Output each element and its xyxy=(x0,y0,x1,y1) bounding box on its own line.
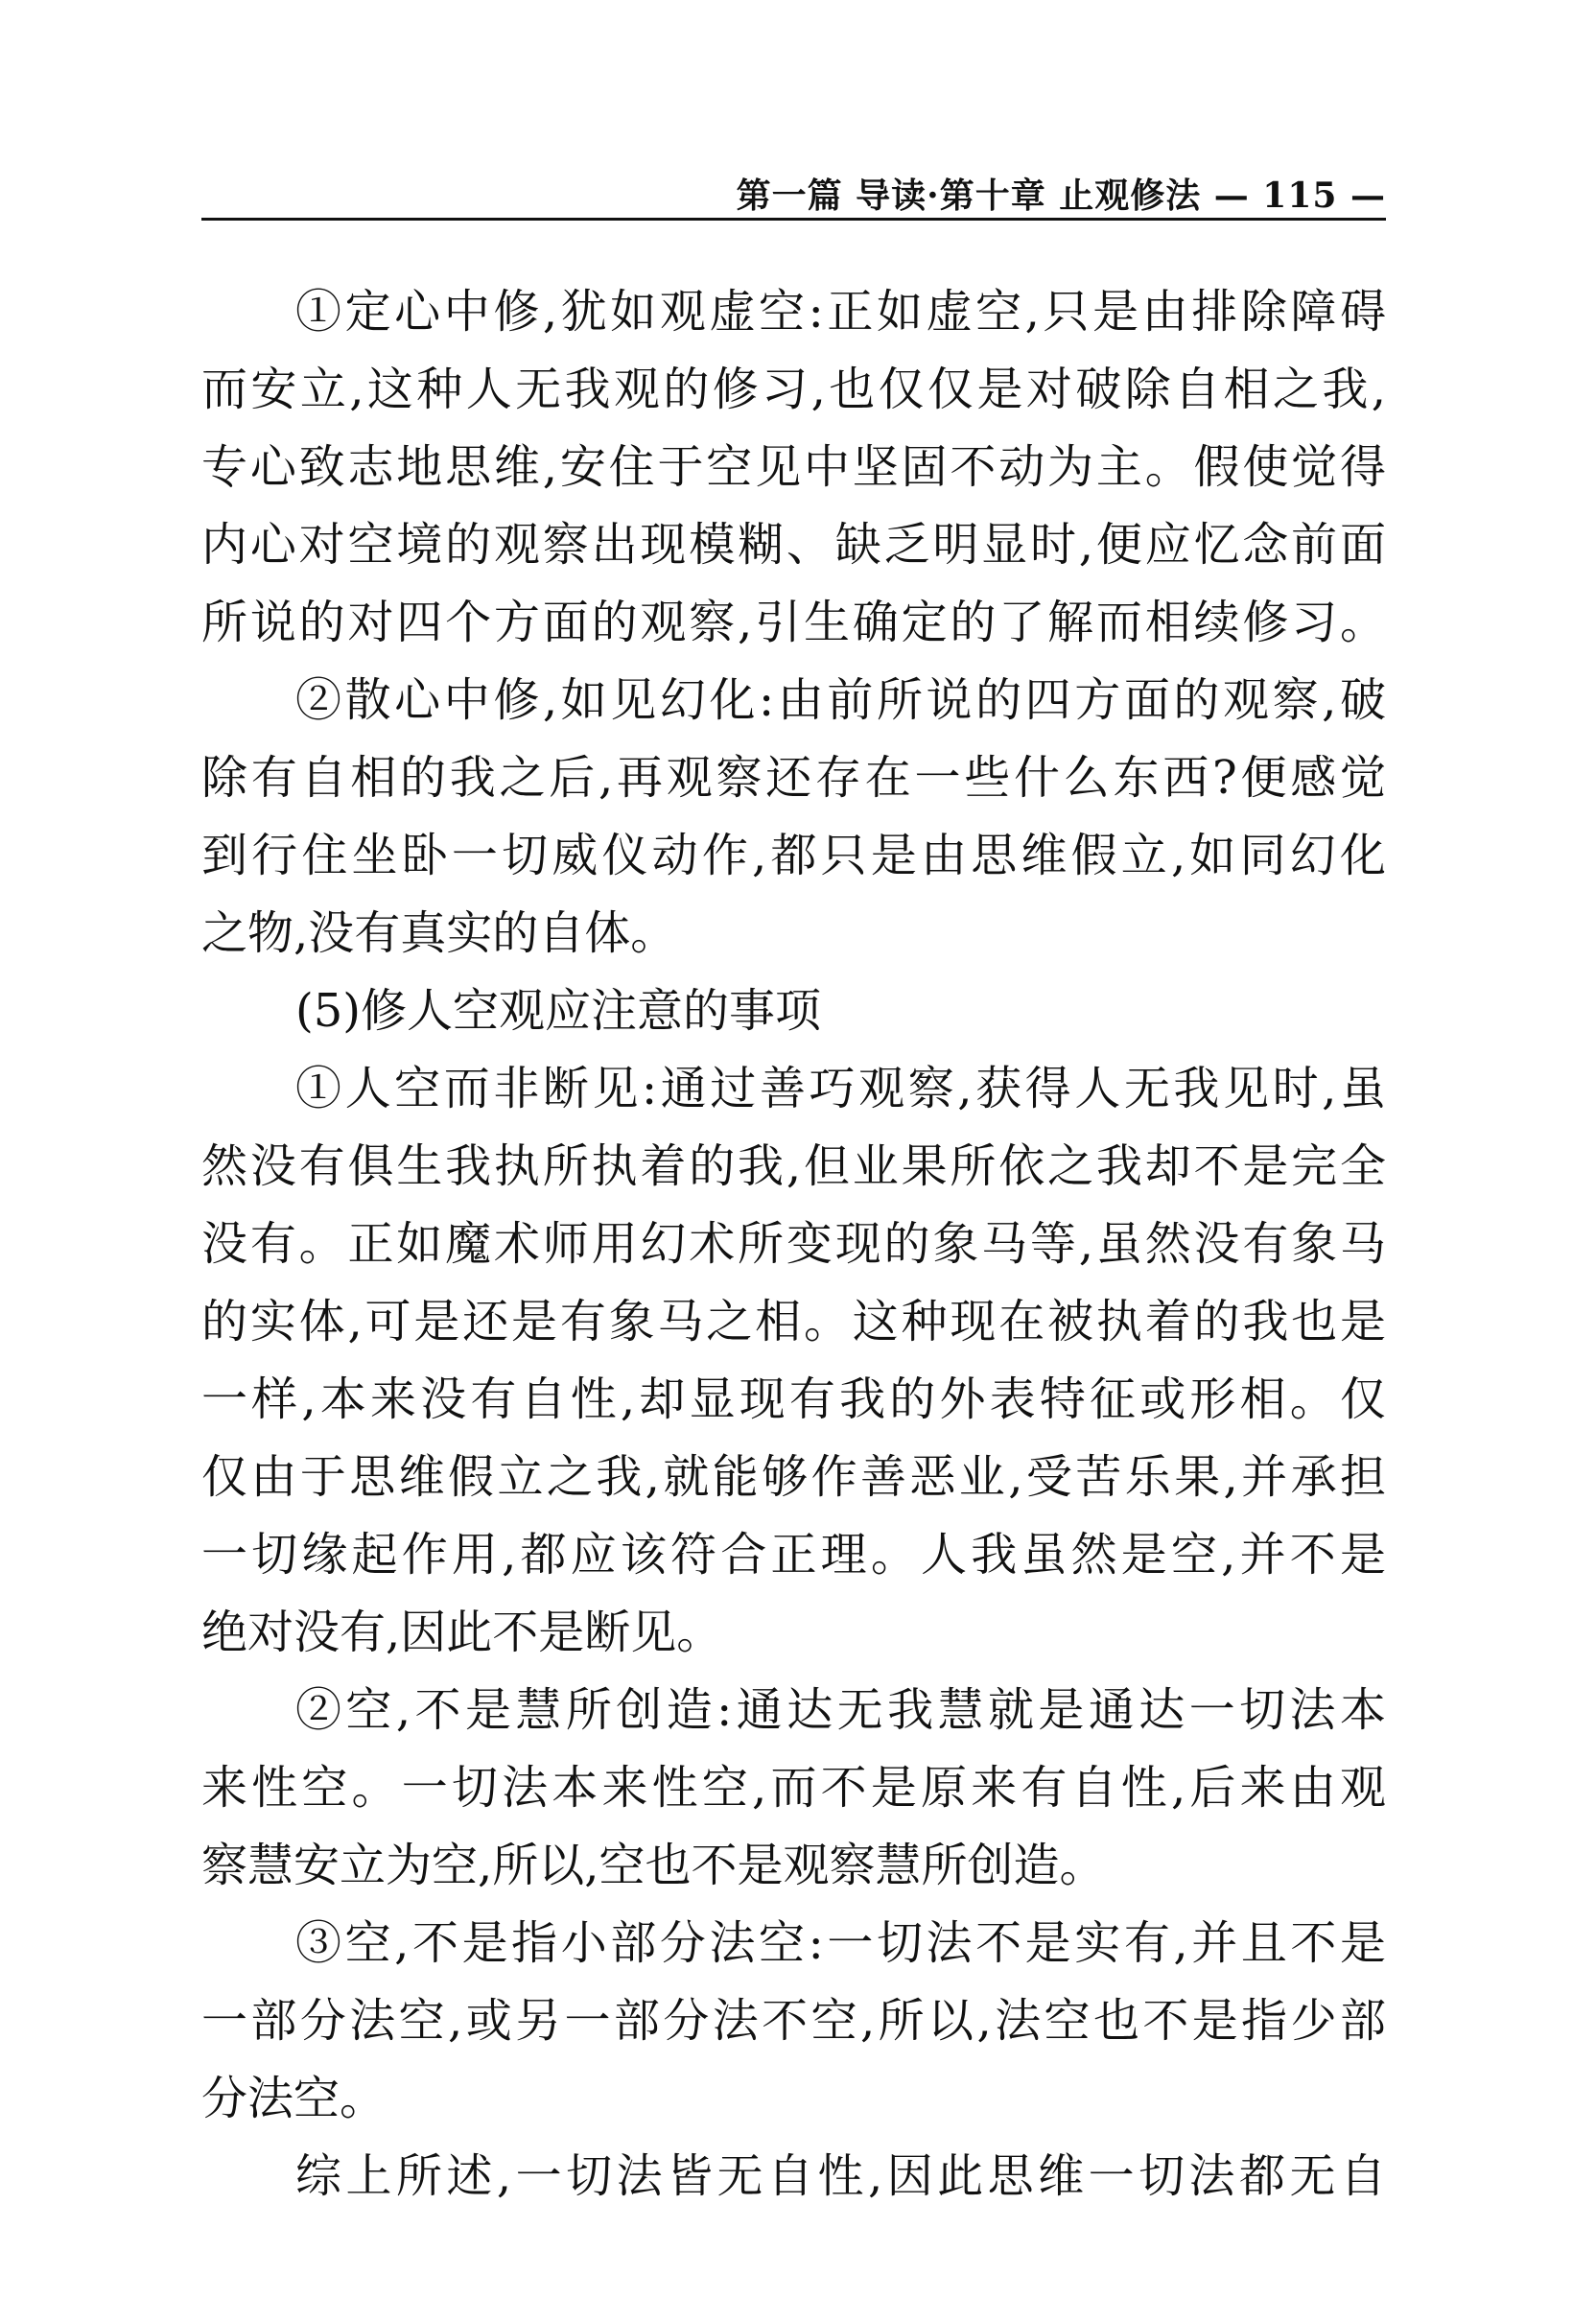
running-title: 第一篇 导读·第十章 止观修法 — 115 — xyxy=(736,176,1386,216)
text-line: 内心对空境的观察出现模糊、缺乏明显时,便应忆念前面 xyxy=(201,518,1386,572)
text-line: 除有自相的我之后,再观察还存在一些什么东西?便感觉 xyxy=(201,751,1386,805)
text-line: 没有。正如魔术师用幻术所变现的象马等,虽然没有象马 xyxy=(201,1217,1386,1271)
text-line: ①定心中修,犹如观虚空:正如虚空,只是由排除障碍 xyxy=(295,285,1386,339)
text-line: 综上所述,一切法皆无自性,因此思维一切法都无自 xyxy=(295,2149,1386,2203)
text-line: 到行住坐卧一切威仪动作,都只是由思维假立,如同幻化 xyxy=(201,829,1386,882)
text-line: 一切缘起作用,都应该符合正理。人我虽然是空,并不是 xyxy=(201,1528,1386,1582)
text-line: 所说的对四个方面的观察,引生确定的了解而相续修习。 xyxy=(201,596,1386,649)
text-line: ①人空而非断见:通过善巧观察,获得人无我见时,虽 xyxy=(295,1062,1386,1115)
text-line: 的实体,可是还是有象马之相。这种现在被执着的我也是 xyxy=(201,1295,1386,1348)
text-line: 而安立,这种人无我观的修习,也仅仅是对破除自相之我, xyxy=(201,363,1386,416)
text-line: 一部分法空,或另一部分法不空,所以,法空也不是指少部 xyxy=(201,1994,1386,2048)
text-line: 绝对没有,因此不是断见。 xyxy=(201,1606,723,1659)
text-line: 之物,没有真实的自体。 xyxy=(201,906,677,960)
text-line: 来性空。一切法本来性空,而不是原来有自性,后来由观 xyxy=(201,1761,1386,1815)
text-line: 一样,本来没有自性,却显现有我的外表特征或形相。仅 xyxy=(201,1372,1386,1426)
page-body xyxy=(201,273,1386,2216)
running-header xyxy=(201,161,1386,221)
text-line: 仅由于思维假立之我,就能够作善恶业,受苦乐果,并承担 xyxy=(201,1450,1386,1504)
text-line: ③空,不是指小部分法空:一切法不是实有,并且不是 xyxy=(295,1916,1386,1970)
text-line: 专心致志地思维,安住于空见中坚固不动为主。假使觉得 xyxy=(201,440,1386,494)
text-line: 察慧安立为空,所以,空也不是观察慧所创造。 xyxy=(201,1839,1106,1892)
text-line: ②散心中修,如见幻化:由前所说的四方面的观察,破 xyxy=(295,673,1386,727)
text-line: 然没有俱生我执所执着的我,但业果所依之我却不是完全 xyxy=(201,1139,1386,1193)
text-line: 分法空。 xyxy=(201,2072,387,2125)
text-line: ②空,不是慧所创造:通达无我慧就是通达一切法本 xyxy=(295,1683,1386,1737)
section-heading: (5)修人空观应注意的事项 xyxy=(295,984,821,1038)
